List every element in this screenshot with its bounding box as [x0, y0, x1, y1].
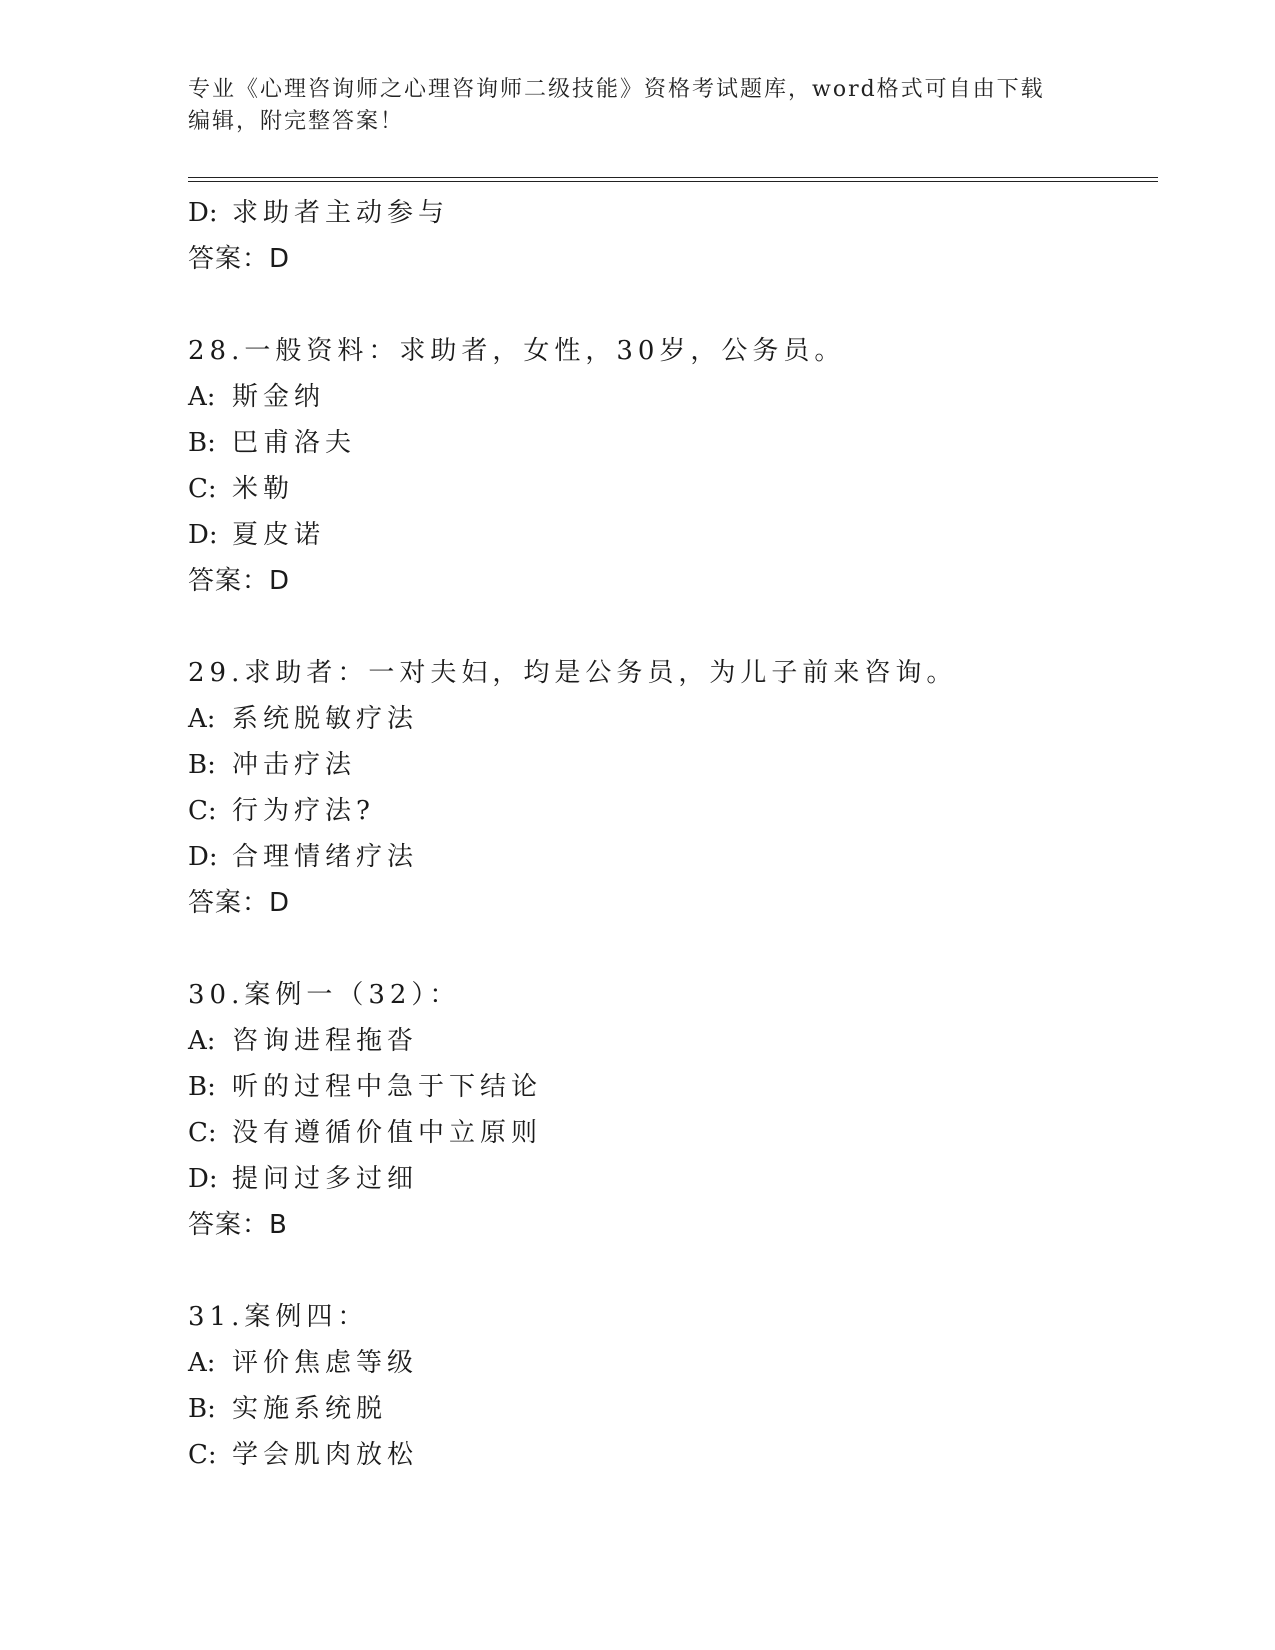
option-key: D: — [188, 520, 218, 550]
option-d — [188, 834, 1158, 880]
option-b — [188, 1064, 1158, 1110]
option-key: B: — [188, 1394, 216, 1424]
option-key: B: — [188, 750, 216, 780]
option-text: 提问过多过细 — [232, 1164, 419, 1194]
option-key: C: — [188, 1440, 217, 1470]
option-d — [188, 190, 1158, 236]
option-text: 行为疗法? — [232, 796, 375, 826]
option-c — [188, 1110, 1158, 1156]
option-text: 评价焦虑等级 — [232, 1348, 419, 1378]
header-line-1: 专业《心理咨询师之心理咨询师二级技能》资格考试题库，word格式可自由下载 — [188, 77, 1045, 102]
question-block — [188, 650, 1158, 926]
answer-line: 答案：D — [188, 888, 291, 918]
option-text: 听的过程中急于下结论 — [232, 1072, 543, 1102]
option-text: 米勒 — [232, 474, 295, 504]
option-key: A: — [188, 1026, 216, 1056]
option-key: D: — [188, 198, 218, 228]
option-key: C: — [188, 796, 217, 826]
option-key: D: — [188, 1164, 218, 1194]
question-list — [188, 190, 1158, 1478]
option-text: 求助者主动参与 — [232, 198, 450, 228]
option-text: 巴甫洛夫 — [232, 428, 357, 458]
option-c — [188, 1432, 1158, 1478]
option-key: B: — [188, 428, 216, 458]
option-key: B: — [188, 1072, 216, 1102]
option-a — [188, 696, 1158, 742]
option-text: 没有遵循价值中立原则 — [232, 1118, 543, 1148]
option-text: 学会肌肉放松 — [232, 1440, 419, 1470]
option-key: D: — [188, 842, 218, 872]
answer-line: 答案：B — [188, 1210, 288, 1240]
option-c — [188, 466, 1158, 512]
option-key: A: — [188, 382, 216, 412]
header-divider — [188, 177, 1158, 182]
option-a — [188, 374, 1158, 420]
option-key: C: — [188, 1118, 217, 1148]
option-b — [188, 420, 1158, 466]
question-stem: 31.案例四： — [188, 1302, 369, 1332]
option-b — [188, 742, 1158, 788]
question-block — [188, 1294, 1158, 1478]
option-text: 合理情绪疗法 — [232, 842, 419, 872]
option-a — [188, 1340, 1158, 1386]
option-text: 系统脱敏疗法 — [232, 704, 419, 734]
question-block — [188, 972, 1158, 1248]
option-d — [188, 1156, 1158, 1202]
header-line-2: 编辑，附完整答案！ — [188, 109, 405, 134]
option-d — [188, 512, 1158, 558]
question-stem: 28.一般资料：求助者，女性，30岁，公务员。 — [188, 336, 846, 366]
option-a — [188, 1018, 1158, 1064]
question-stem: 29.求助者：一对夫妇，均是公务员，为儿子前来咨询。 — [188, 658, 958, 688]
option-key: A: — [188, 704, 216, 734]
option-b — [188, 1386, 1158, 1432]
question-block — [188, 328, 1158, 604]
option-text: 斯金纳 — [232, 382, 326, 412]
option-c — [188, 788, 1158, 834]
option-text: 咨询进程拖沓 — [232, 1026, 419, 1056]
option-text: 夏皮诺 — [232, 520, 326, 550]
option-text: 实施系统脱 — [232, 1394, 388, 1424]
answer-line: 答案：D — [188, 566, 291, 596]
option-key: A: — [188, 1348, 216, 1378]
option-key: C: — [188, 474, 217, 504]
document-header — [188, 74, 1068, 138]
question-stem: 30.案例一（32）： — [188, 980, 461, 1010]
option-text: 冲击疗法 — [232, 750, 357, 780]
answer-line: 答案：D — [188, 244, 291, 274]
